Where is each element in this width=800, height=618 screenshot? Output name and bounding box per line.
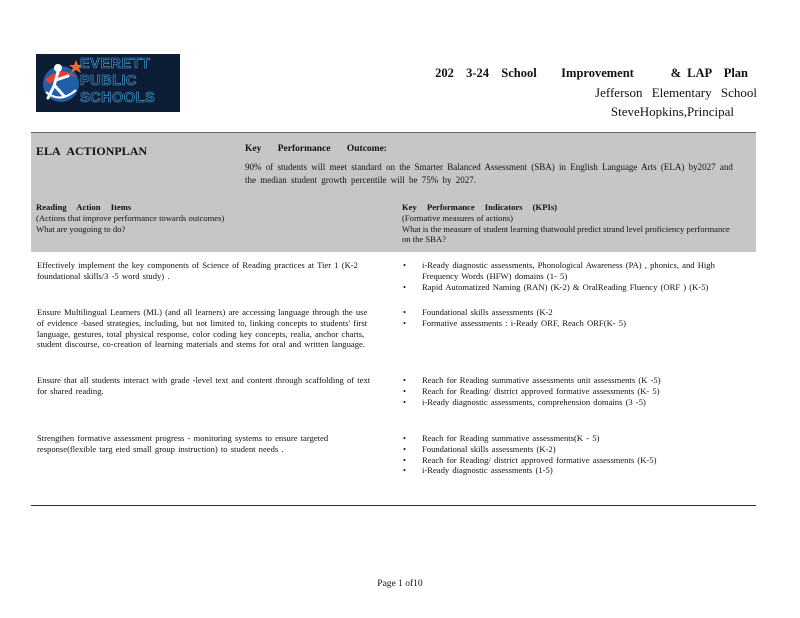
table-bottom-divider: [31, 505, 756, 506]
document-title: 202 3-24 School Improvement & LAP Plan: [435, 66, 748, 80]
kpi-item: [403, 386, 753, 397]
bullet-icon: •: [403, 375, 407, 385]
kpi-text: Reach for Reading summative assessments(K - 5): [422, 433, 600, 443]
bullet-icon: •: [403, 465, 407, 476]
kpi-item: [403, 465, 753, 476]
kpi-item: [403, 282, 753, 293]
action-items-subtitle: (Actions that improve performance towards outcomes): [36, 212, 225, 223]
kpo-text: 90% of students will meet standard on the Smarter Balanced Assessment (SBA) in English Language Arts (ELA) by2027 and the median student growth percentile will be 75% by 2027.: [245, 162, 733, 185]
logo-line-schools: SCHOOLS: [80, 90, 156, 106]
principal-name: SteveHopkins,Principal: [610, 104, 734, 119]
bullet-icon: •: [403, 385, 407, 396]
kpi-item: [403, 433, 753, 444]
plan-title: ELA ACTIONPLAN: [36, 144, 148, 158]
district-logo: [36, 54, 180, 112]
kpi-text: Foundational skills assessments (K-2): [422, 443, 556, 454]
bullet-icon: •: [403, 260, 407, 270]
kpi-text: i-Ready diagnostic assessments, comprehension domains (3 -5): [422, 396, 646, 407]
logo-line-everett: EVERETT: [80, 56, 151, 72]
logo-line-public: PUBLIC: [80, 73, 137, 89]
action-item-text: Ensure Multilingual Learners (ML) (and all learners) are accessing language through the use of evidence -based strategies, including, but not limited to, linking concepts to students' first language, gestures, total physical response, color coding key concepts, realia, anchor charts, student discourse, co-creation of learning materials and stems for oral and written language.: [37, 307, 368, 350]
kpo-label: Key Performance Outcome:: [245, 144, 387, 154]
kpi-text: Rapid Automatized Naming (RAN) (K-2) & OralReading Fluency (ORF ) (K-5): [422, 281, 709, 292]
kpi-list: [403, 260, 753, 292]
kpi-item: [403, 444, 753, 455]
kpi-text: Reach for Reading/ district approved formative assessments (K-5): [422, 454, 657, 465]
kpi-item: [403, 397, 753, 408]
district-logo-text: [80, 56, 180, 107]
bullet-icon: •: [403, 454, 407, 465]
kpi-list: [403, 375, 753, 407]
action-item-text: Ensure that all students interact with grade -level text and content through scaffolding of text for shared reading.: [37, 375, 371, 396]
action-item-text: Effectively implement the key components of Science of Reading practices at Tier 1 (K-2 foundational skills/3 -5 word study) .: [37, 260, 358, 281]
bullet-icon: •: [403, 317, 407, 328]
kpi-item: [403, 260, 753, 282]
kpi-list: [403, 433, 753, 476]
kpi-text: Formative assessments : i-Ready ORF, Reach ORF(K- 5): [422, 317, 626, 328]
bullet-icon: •: [403, 307, 407, 317]
kpi-header: [402, 202, 732, 245]
kpi-item: [403, 375, 753, 386]
action-items-question: What are yougoing to do?: [36, 223, 126, 234]
page-number: Page 1 of10: [377, 579, 423, 589]
action-item-text: Strengthen formative assessment progress - monitoring systems to ensure targeted response(flexible targ eted small group instruction) to student needs .: [37, 433, 329, 454]
action-items-title: Reading Action Items: [36, 202, 132, 212]
action-items-header: [36, 202, 366, 234]
kpi-text: Reach for Reading/ district approved formative assessments (K- 5): [422, 385, 660, 396]
kpi-title: Key Performance Indicators (KPIs): [402, 202, 558, 212]
kpi-text: Foundational skills assessments (K-2: [422, 307, 553, 317]
kpi-list: [403, 307, 753, 329]
kpi-item: [403, 307, 753, 318]
bullet-icon: •: [403, 433, 407, 443]
school-name: Jefferson Elementary School: [595, 85, 757, 100]
bullet-icon: •: [403, 396, 407, 407]
kpi-text: i-Ready diagnostic assessments, Phonological Awareness (PA) , phonics, and High Frequency Words (HFW) domains (1- 5): [422, 260, 715, 281]
kpi-text: i-Ready diagnostic assessments (1-5): [422, 465, 553, 476]
kpi-item: [403, 455, 753, 466]
kpi-item: [403, 318, 753, 329]
plan-header-panel: [31, 133, 756, 252]
bullet-icon: •: [403, 281, 407, 292]
kpi-question: What is the measure of student learning thatwould predict strand level proficiency performance on the SBA?: [402, 223, 730, 245]
kpi-subtitle: (Formative measures of actions): [402, 212, 513, 223]
kpi-text: Reach for Reading summative assessments unit assessments (K -5): [422, 375, 661, 385]
bullet-icon: •: [403, 443, 407, 454]
